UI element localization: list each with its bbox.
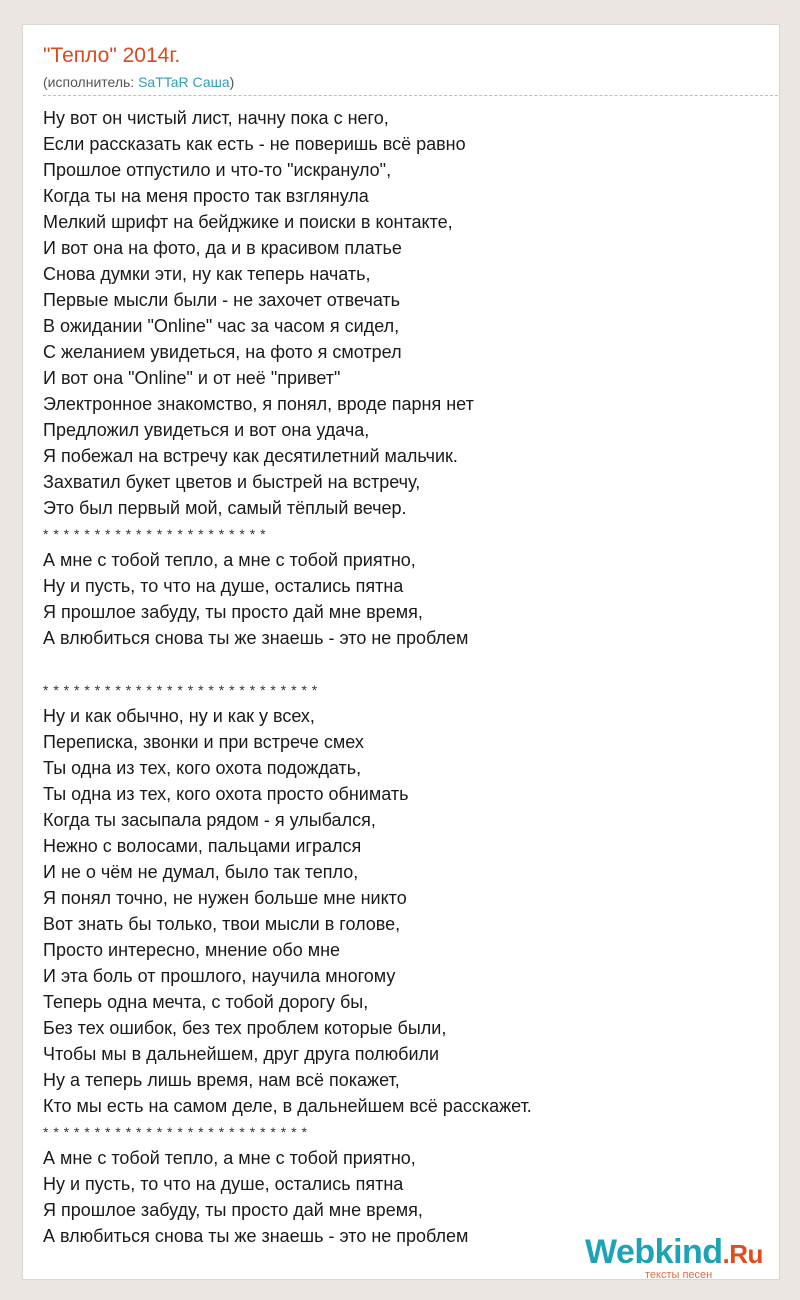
- lyric-line: Без тех ошибок, без тех проблем которые были,: [43, 1018, 447, 1038]
- lyric-line: Нежно с волосами, пальцами игрался: [43, 836, 362, 856]
- lyric-line: И вот она "Online" и от неё "привет": [43, 368, 341, 388]
- lyric-line: Ну и пусть, то что на душе, остались пятна: [43, 1174, 404, 1194]
- header-divider: [43, 95, 780, 96]
- lyric-line: Снова думки эти, ну как теперь начать,: [43, 264, 371, 284]
- lyric-line: В ожидании "Online" час за часом я сидел,: [43, 316, 400, 336]
- lyric-line: Я прошлое забуду, ты просто дай мне время,: [43, 602, 423, 622]
- webkind-logo[interactable]: [585, 1233, 775, 1280]
- logo-tld: .Ru: [722, 1239, 763, 1269]
- logo-wordmark: [585, 1233, 763, 1273]
- lyric-line: И не о чём не думал, было так тепло,: [43, 862, 359, 882]
- lyric-line: Ну и пусть, то что на душе, остались пятна: [43, 576, 404, 596]
- lyric-line: И эта боль от прошлого, научила многому: [43, 966, 396, 986]
- lyric-line: И вот она на фото, да и в красивом платье: [43, 238, 402, 258]
- lyric-line: Прошлое отпустило и что-то "искрануло",: [43, 160, 392, 180]
- separator-stars: * * * * * * * * * * * * * * * * * * * * * * * * * * *: [43, 682, 318, 698]
- lyric-line: Просто интересно, мнение обо мне: [43, 940, 341, 960]
- lyric-line: Ну и как обычно, ну и как у всех,: [43, 706, 315, 726]
- artist-link[interactable]: SaTTaR Саша: [138, 74, 230, 90]
- lyric-line: Если рассказать как есть - не поверишь всё равно: [43, 134, 466, 154]
- lyric-line: Вот знать бы только, твои мысли в голове,: [43, 914, 401, 934]
- lyric-line: С желанием увидеться, на фото я смотрел: [43, 342, 402, 362]
- lyric-line: Теперь одна мечта, с тобой дорогу бы,: [43, 992, 369, 1012]
- lyric-line: А влюбиться снова ты же знаешь - это не проблем: [43, 1226, 469, 1246]
- lyric-line: Захватил букет цветов и быстрей на встречу,: [43, 472, 421, 492]
- lyric-line: Когда ты на меня просто так взглянула: [43, 186, 369, 206]
- lyric-line: А влюбиться снова ты же знаешь - это не проблем: [43, 628, 469, 648]
- logo-name: Webkind: [585, 1233, 723, 1271]
- lyric-line: Ну вот он чистый лист, начну пока с него,: [43, 108, 389, 128]
- lyric-line: А мне с тобой тепло, а мне с тобой приятно,: [43, 550, 416, 570]
- lyric-line: Электронное знакомство, я понял, вроде парня нет: [43, 394, 474, 414]
- lyric-line: Предложил увидеться и вот она удача,: [43, 420, 370, 440]
- separator-stars: * * * * * * * * * * * * * * * * * * * * * * * * * *: [43, 1124, 308, 1140]
- logo-tagline: тексты песен: [645, 1269, 713, 1280]
- lyric-line: Я понял точно, не нужен больше мне никто: [43, 888, 407, 908]
- blank-line: [43, 651, 763, 677]
- lyric-line: Я побежал на встречу как десятилетний мальчик.: [43, 446, 458, 466]
- song-title: "Тепло" 2014г.: [43, 44, 181, 67]
- artist-suffix: ): [229, 74, 235, 90]
- lyric-line: Кто мы есть на самом деле, в дальнейшем всё расскажет.: [43, 1096, 532, 1116]
- lyric-line: Переписка, звонки и при встрече смех: [43, 732, 364, 752]
- lyric-line: Когда ты засыпала рядом - я улыбался,: [43, 810, 376, 830]
- lyric-line: Первые мысли были - не захочет отвечать: [43, 290, 401, 310]
- lyric-line: Чтобы мы в дальнейшем, друг друга полюбили: [43, 1044, 440, 1064]
- lyrics-body: [43, 105, 763, 1249]
- lyric-line: Ты одна из тех, кого охота просто обнимать: [43, 784, 409, 804]
- lyric-line: Ну а теперь лишь время, нам всё покажет,: [43, 1070, 400, 1090]
- lyric-line: Это был первый мой, самый тёплый вечер.: [43, 498, 407, 518]
- artist-line: [43, 73, 234, 91]
- lyric-line: Ты одна из тех, кого охота подождать,: [43, 758, 362, 778]
- lyric-line: А мне с тобой тепло, а мне с тобой приятно,: [43, 1148, 416, 1168]
- lyrics-card: [22, 24, 780, 1280]
- lyric-line: Я прошлое забуду, ты просто дай мне время,: [43, 1200, 423, 1220]
- separator-stars: * * * * * * * * * * * * * * * * * * * * * *: [43, 526, 267, 542]
- artist-prefix: (исполнитель:: [43, 74, 139, 90]
- lyric-line: Мелкий шрифт на бейджике и поиски в контакте,: [43, 212, 453, 232]
